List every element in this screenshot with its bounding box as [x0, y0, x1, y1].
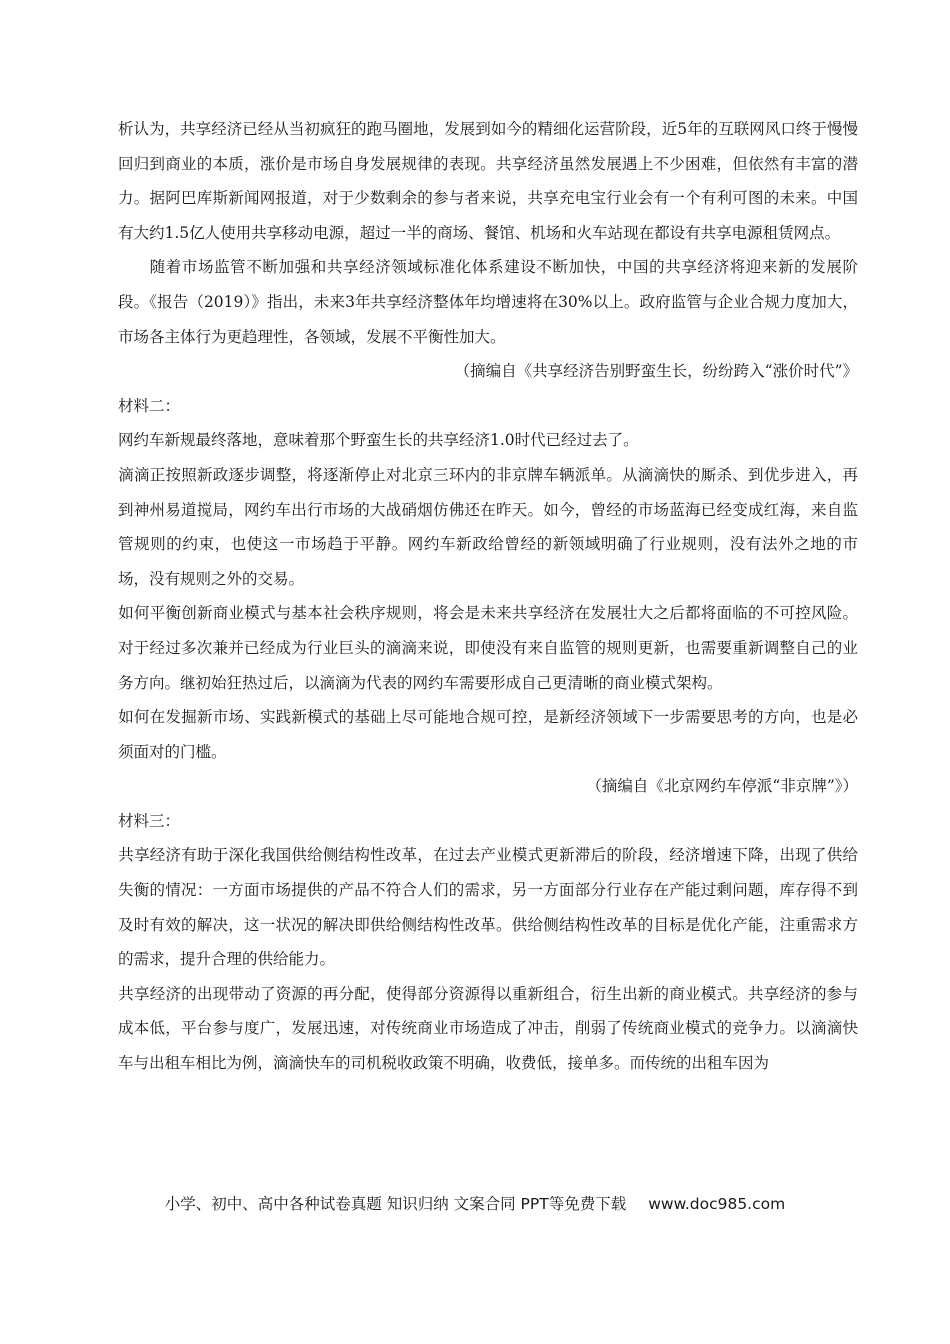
- paragraph-text: 随着市场监管不断加强和共享经济领域标准化体系建设不断加快，中国的共享经济将迎来新的发展阶段。《报告（2019）》指出，未来3年共享经济整体年均增速将在30%以上。政府监管与企业合规力度加大，市场各主体行为更趋理性，各领域，发展不平衡性加大。: [118, 258, 858, 346]
- section-label: [118, 804, 858, 839]
- paragraph: [118, 700, 858, 769]
- footer-promo-text: 小学、初中、高中各种试卷真题 知识归纳 文案合同 PPT等免费下载: [164, 1195, 627, 1213]
- paragraph-text: 如何平衡创新商业模式与基本社会秩序规则，将会是未来共享经济在发展壮大之后都将面临的不可控风险。对于经过多次兼并已经成为行业巨头的滴滴来说，即使没有来自监管的规则更新，也需要重新调整自己的业务方向。继初始狂热过后，以滴滴为代表的网约车需要形成自己更清晰的商业模式架构。: [118, 604, 858, 692]
- footer-website-link[interactable]: www.doc985.com: [648, 1195, 786, 1213]
- source-citation: （摘编自《共享经济告别野蛮生长，纷纷跨入“涨价时代”》: [454, 362, 858, 381]
- paragraph-text: 网约车新规最终落地，意味着那个野蛮生长的共享经济1.0时代已经过去了。: [118, 431, 639, 450]
- paragraph-text: 共享经济的出现带动了资源的再分配，使得部分资源得以重新组合，衍生出新的商业模式。共享经济的参与成本低，平台参与度广，发展迅速，对传统商业市场造成了冲击，削弱了传统商业模式的竞争力。以滴滴快车与出租车相比为例，滴滴快车的司机税收政策不明确，收费低，接单多。而传统的出租车因为: [118, 984, 858, 1073]
- paragraph-text: 滴滴正按照新政逐步调整，将逐渐停止对北京三环内的非京牌车辆派单。从滴滴快的厮杀、到优步进入，再到神州易道搅局，网约车出行市场的大战硝烟仿佛还在昨天。如今，曾经的市场蓝海已经变成红海，来自监管规则的约束，也使这一市场趋于平静。网约车新政给曾经的新领域明确了行业规则，没有法外之地的市场，没有规则之外的交易。: [118, 465, 858, 588]
- paragraph-text: 如何在发掘新市场、实践新模式的基础上尽可能地合规可控，是新经济领域下一步需要思考的方向，也是必须面对的门槛。: [118, 708, 858, 761]
- paragraph: [118, 423, 858, 458]
- source-citation: （摘编自《北京网约车停派“非京牌”》）: [586, 777, 858, 796]
- paragraph: [118, 977, 858, 1081]
- section-label-text: 材料三：: [118, 811, 181, 830]
- page-footer: [0, 1192, 950, 1214]
- paragraph: [118, 596, 858, 700]
- section-label-text: 材料二：: [118, 396, 181, 415]
- document-body: [118, 112, 858, 1081]
- paragraph: [118, 250, 858, 354]
- section-label: [118, 389, 858, 424]
- paragraph-text: 共享经济有助于深化我国供给侧结构性改革，在过去产业模式更新滞后的阶段，经济增速下降，出现了供给失衡的情况：一方面市场提供的产品不符合人们的需求，另一方面部分行业存在产能过剩问题，库存得不到及时有效的解决，这一状况的解决即供给侧结构性改革。供给侧结构性改革的目标是优化产能，注重需求方的需求，提升合理的供给能力。: [118, 846, 858, 969]
- paragraph: 析认为，共享经济已经从当初疯狂的跑马圈地，发展到如今的精细化运营阶段，近5年的互联网风口终于慢慢回归到商业的本质，涨价是市场自身发展规律的表现。共享经济虽然发展遇上不少困难，但依然有丰富的潜力。据阿巴库斯新闻网报道，对于少数剩余的参与者来说，共享充电宝行业会有一个有利可图的未来。中国有大约1.5亿人使用共享移动电源，超过一半的商场、餐馆、机场和火车站现在都设有共享电源租赁网点。: [118, 120, 858, 242]
- paragraph: [118, 838, 858, 976]
- paragraph: [118, 458, 858, 596]
